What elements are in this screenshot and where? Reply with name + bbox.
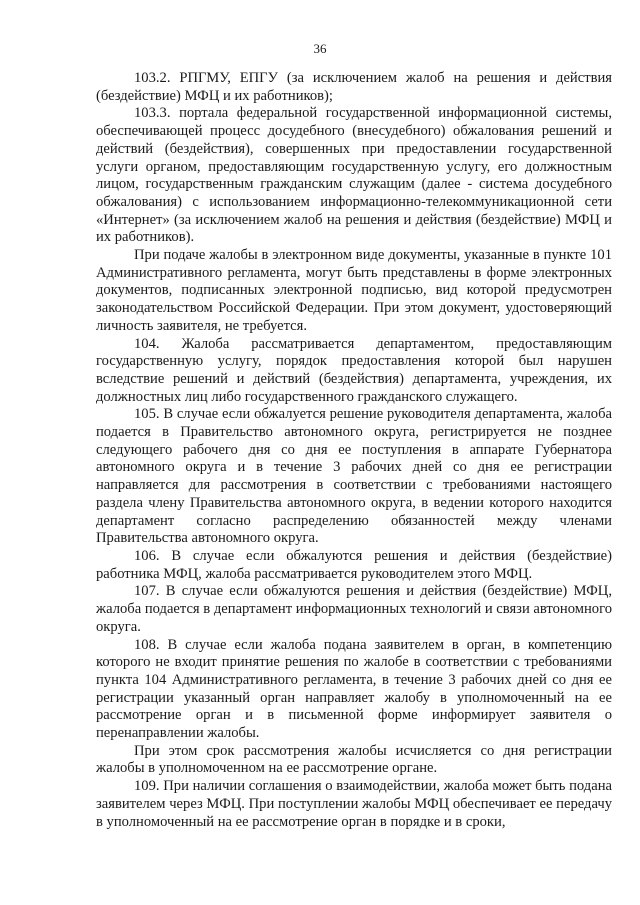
document-body	[96, 70, 612, 831]
paragraph-108: 108. В случае если жалоба подана заявителем в орган, в компетенцию которого не входит принятие решения по жалобе в соответствии с требованиями пункта 104 Административного регламента, в течение 3 рабочих дней со дня ее регистрации указанный орган направляет жалобу в уполномоченный на ее рассмотрение орган и в письменной форме информирует заявителя о перенаправлении жалобы.	[96, 636, 612, 742]
paragraph-107: 107. В случае если обжалуются решения и действия (бездействие) МФЦ, жалоба подается в департамент информационных технологий и связи автономного округа.	[96, 583, 612, 635]
paragraph-103-3: 103.3. портала федеральной государственной информационной системы, обеспечивающей процесс досудебного (внесудебного) обжалования решений и действий (бездействия), совершенных при предоставлении государственной услуги органом, предоставляющим государственную услугу, его должностным лицом, государственным гражданским служащим (далее - система досудебного обжалования) с использованием информационно-телекоммуникационной сети «Интернет» (за исключением жалоб на решения и действия (бездействие) МФЦ и их работников).	[96, 105, 612, 246]
paragraph-electronic-submission: При подаче жалобы в электронном виде документы, указанные в пункте 101 Административного регламента, могут быть представлены в форме электронных документов, подписанных электронной подписью, вид которой предусмотрен законодательством Российской Федерации. При этом документ, удостоверяющий личность заявителя, не требуется.	[96, 247, 612, 334]
page-number: 36	[313, 41, 327, 56]
paragraph-105: 105. В случае если обжалуется решение руководителя департамента, жалоба подается в Правительство автономного округа, регистрируется не позднее следующего рабочего дня со дня ее поступления в аппарате Губернатора автономного округа и в течение 3 рабочих дней со дня ее регистрации направляется для рассмотрения в соответствии с требованиями настоящего раздела члену Правительства автономного округа, в ведении которого находится департамент согласно распределению обязанностей между членами Правительства автономного округа.	[96, 406, 612, 547]
paragraph-106: 106. В случае если обжалуются решения и действия (бездействие) работника МФЦ, жалоба рассматривается руководителем этого МФЦ.	[96, 547, 612, 582]
paragraph-104: 104. Жалоба рассматривается департаментом, предоставляющим государственную услугу, порядок предоставления которой был нарушен вследствие решений и действий (бездействия) департамента, учреждения, их должностных лиц либо государственного гражданского служащего.	[96, 335, 612, 405]
paragraph-103-2: 103.2. РПГМУ, ЕПГУ (за исключением жалоб на решения и действия (бездействие) МФЦ и их работников);	[96, 70, 612, 104]
paragraph-review-term: При этом срок рассмотрения жалобы исчисляется со дня регистрации жалобы в уполномоченном на ее рассмотрение органе.	[96, 742, 612, 777]
paragraph-109: 109. При наличии соглашения о взаимодействии, жалоба может быть подана заявителем через МФЦ. При поступлении жалобы МФЦ обеспечивает ее передачу в уполномоченный на ее рассмотрение орган в порядке и в сроки,	[96, 778, 612, 830]
